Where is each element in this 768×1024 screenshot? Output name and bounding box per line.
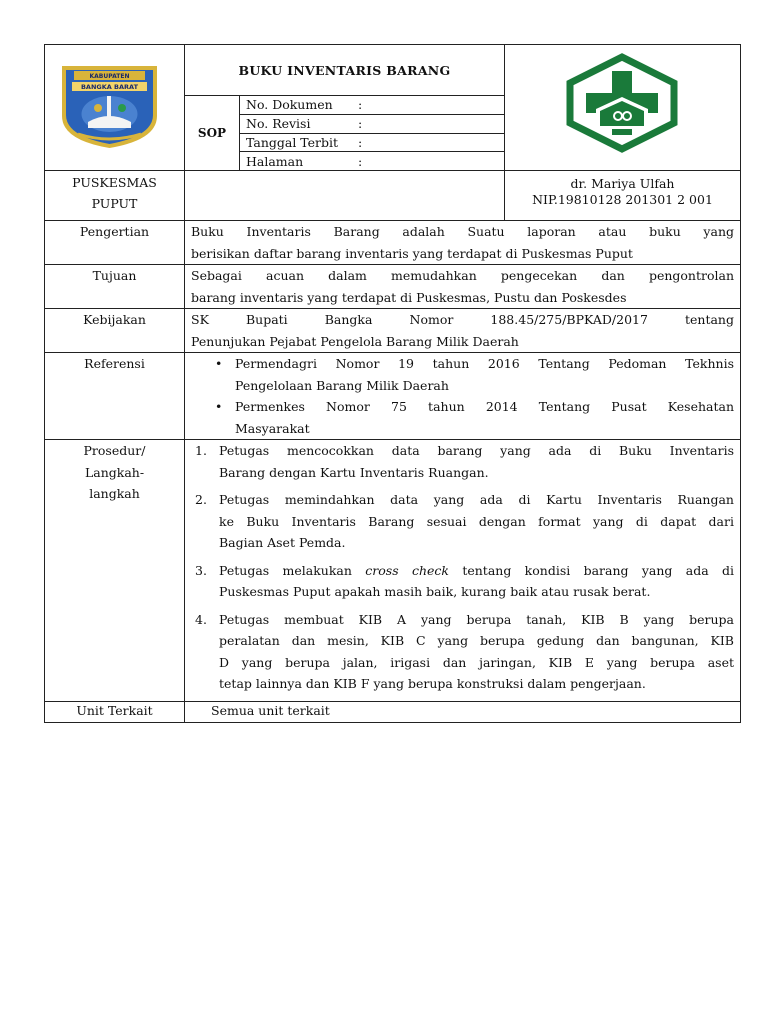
content-line: peralatan dan mesin, KIB C yang berupa gedung dan bangunan, KIB	[219, 633, 734, 648]
content-line: Buku Inventaris Barang adalah Suatu laporan atau buku yang	[191, 224, 734, 239]
section-prosedur	[45, 440, 741, 702]
content-line: Permendagri Nomor 19 tahun 2016 Tentang Pedoman Tekhnis	[235, 356, 734, 371]
section-kebijakan	[45, 309, 741, 353]
meta-tanggal-terbit	[240, 134, 504, 153]
sop-table	[44, 44, 741, 723]
list-item	[195, 489, 734, 554]
content-line: Bagian Aset Pemda.	[219, 535, 346, 550]
meta-no-dokumen	[240, 96, 504, 115]
content-line: SK Bupati Bangka Nomor 188.45/275/BPKAD/2017 tentang	[191, 312, 734, 327]
meta-key: Halaman	[246, 153, 304, 169]
org-empty-cell	[185, 171, 505, 221]
step-number: 3.	[195, 562, 207, 578]
content-line: Masyarakat	[235, 420, 310, 436]
section-label: Pengertian	[45, 221, 185, 265]
section-label: Unit Terkait	[45, 701, 185, 722]
content-line: tetap lainnya dan KIB F yang berupa konstruksi dalam pengerjaan.	[219, 676, 646, 691]
sop-meta-block	[185, 96, 504, 170]
svg-text:BANGKA BARAT: BANGKA BARAT	[80, 83, 139, 91]
org-name-cell	[45, 171, 185, 221]
meta-sep: :	[358, 153, 363, 169]
meta-no-revisi	[240, 115, 504, 134]
step-number: 2.	[195, 492, 207, 507]
org-row	[45, 171, 741, 221]
meta-key: No. Dokumen	[246, 97, 333, 113]
content-line: Petugas membuat KIB A yang berupa tanah, KIB B yang berupa	[219, 611, 734, 627]
meta-sep: :	[358, 134, 363, 150]
content-line: D yang berupa jalan, irigasi dan jaringan, KIB E yang berupa aset	[219, 654, 734, 670]
signer-cell	[505, 171, 741, 221]
content-line: Petugas memindahkan data yang ada di Kartu Inventaris Ruangan	[219, 492, 734, 507]
org-name-line2: PUPUT	[91, 196, 138, 211]
list-item	[195, 440, 734, 483]
content-line: Petugas mencocokkan data barang yang ada di Buku Inventaris	[219, 443, 734, 458]
reference-list	[191, 353, 734, 439]
content-line: Pengelolaan Barang Milik Daerah	[235, 377, 449, 393]
meta-list	[240, 96, 504, 170]
bangka-barat-emblem-icon	[58, 62, 161, 150]
section-content	[185, 309, 741, 353]
section-label: Tujuan	[45, 265, 185, 309]
meta-halaman	[240, 152, 504, 170]
step-number: 1.	[195, 443, 207, 458]
list-item	[215, 353, 734, 396]
content-line: Penunjukan Pejabat Pengelola Barang Milik Daerah	[191, 333, 519, 349]
bullet-icon: •	[215, 399, 223, 414]
list-item	[195, 560, 734, 603]
section-content	[185, 265, 741, 309]
document-title: BUKU INVENTARIS BARANG	[185, 45, 504, 96]
sop-document	[44, 44, 740, 723]
signer-nip: NIP.19810128 201301 2 001	[532, 192, 713, 207]
section-content: Semua unit terkait	[185, 701, 741, 722]
section-label: Kebijakan	[45, 309, 185, 353]
content-line: Permenkes Nomor 75 tahun 2014 Tentang Pusat Kesehatan	[235, 399, 734, 414]
section-referensi	[45, 353, 741, 440]
label-line: Langkah-	[84, 464, 145, 480]
content-line: ke Buku Inventaris Barang sesuai dengan format yang di dapat dari	[219, 513, 734, 529]
section-unit-terkait	[45, 701, 741, 722]
content-line: barang inventaris yang terdapat di Puskesmas, Pustu dan Poskesdes	[191, 289, 627, 305]
section-content	[185, 221, 741, 265]
right-logo-cell	[505, 45, 741, 171]
org-name-line1: PUSKESMAS	[72, 175, 157, 190]
left-logo-cell	[45, 45, 185, 171]
meta-key: Tanggal Terbit	[246, 134, 339, 150]
content-line: Sebagai acuan dalam memudahkan pengecekan dan pengontrolan	[191, 268, 734, 283]
list-item	[195, 609, 734, 695]
meta-sep: :	[358, 116, 363, 132]
text-run-italic: cross check	[365, 562, 449, 578]
list-item	[215, 396, 734, 439]
content-line: berisikan daftar barang inventaris yang terdapat di Puskesmas Puput	[191, 245, 633, 261]
signer-name: dr. Mariya Ulfah	[570, 176, 675, 191]
section-content	[185, 353, 741, 440]
procedure-steps	[191, 440, 734, 695]
title-block	[185, 45, 505, 171]
header-row	[45, 45, 741, 171]
section-label	[45, 440, 185, 702]
label-line: langkah	[89, 486, 140, 501]
meta-key: No. Revisi	[246, 116, 311, 132]
meta-sep: :	[358, 97, 363, 113]
section-content	[185, 440, 741, 702]
puskesmas-logo-icon	[562, 53, 682, 153]
text-run: Petugas melakukan	[219, 562, 366, 578]
section-pengertian	[45, 221, 741, 265]
svg-text:KABUPATEN: KABUPATEN	[89, 73, 130, 80]
label-line: Prosedur/	[83, 443, 146, 458]
content-line: Barang dengan Kartu Inventaris Ruangan.	[219, 464, 489, 480]
section-label: Referensi	[45, 353, 185, 440]
content-line: Puskesmas Puput apakah masih baik, kurang baik atau rusak berat.	[219, 584, 651, 599]
content-line	[219, 560, 734, 582]
section-tujuan	[45, 265, 741, 309]
sop-label: SOP	[185, 96, 240, 170]
step-number: 4.	[195, 611, 207, 627]
bullet-icon: •	[215, 356, 223, 371]
text-run: tentang kondisi barang yang ada di	[448, 562, 734, 578]
